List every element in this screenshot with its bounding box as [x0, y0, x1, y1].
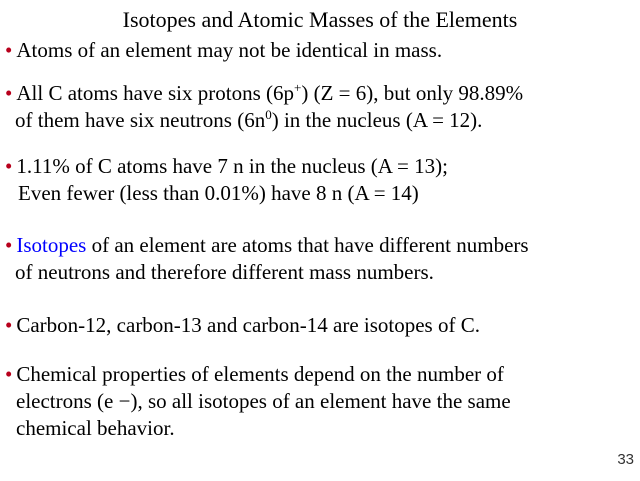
- bullet-dot: •: [5, 38, 13, 62]
- bullet-text: All C atoms have six protons (6p: [16, 81, 295, 105]
- superscript-charge: 0: [265, 107, 272, 122]
- slide-title: Isotopes and Atomic Masses of the Elements: [122, 7, 518, 32]
- bullet-text: ) in the nucleus (A = 12).: [271, 108, 483, 132]
- bullet-text: chemical behavior.: [16, 416, 175, 440]
- bullet-chemical-properties: [5, 361, 635, 442]
- superscript-charge: +: [294, 80, 302, 95]
- bullet-dot: •: [5, 81, 13, 105]
- bullet-carbon-isotopes: [5, 312, 635, 339]
- bullet-text: Atoms of an element may not be identical in mass.: [16, 38, 443, 62]
- bullet-atoms-mass: [5, 37, 635, 64]
- bullet-text: Even fewer (less than 0.01%) have 8 n (A = 14): [18, 181, 419, 205]
- bullet-text: of neutrons and therefore different mass numbers.: [15, 260, 434, 284]
- bullet-dot: •: [5, 313, 13, 337]
- bullet-isotopes-definition: [5, 232, 635, 286]
- bullet-carbon-protons: [5, 80, 635, 134]
- isotopes-term: Isotopes: [16, 233, 87, 257]
- bullet-dot: •: [5, 154, 13, 178]
- bullet-text: ) (Z = 6), but only 98.89%: [301, 81, 524, 105]
- bullet-text: of an element are atoms that have different numbers: [86, 233, 529, 257]
- bullet-text: Carbon-12, carbon-13 and carbon-14 are isotopes of C.: [16, 313, 480, 337]
- bullet-carbon-abundance: [5, 153, 635, 207]
- bullet-text: 1.11% of C atoms have 7 n in the nucleus (A = 13);: [16, 154, 448, 178]
- bullet-text: of them have six neutrons (6n: [15, 108, 266, 132]
- bullet-dot: •: [5, 233, 13, 257]
- bullet-text: Chemical properties of elements depend on the number of: [16, 362, 504, 386]
- bullet-text: electrons (e −), so all isotopes of an element have the same: [16, 389, 511, 413]
- bullet-dot: •: [5, 362, 13, 386]
- page-number: 33: [617, 451, 634, 468]
